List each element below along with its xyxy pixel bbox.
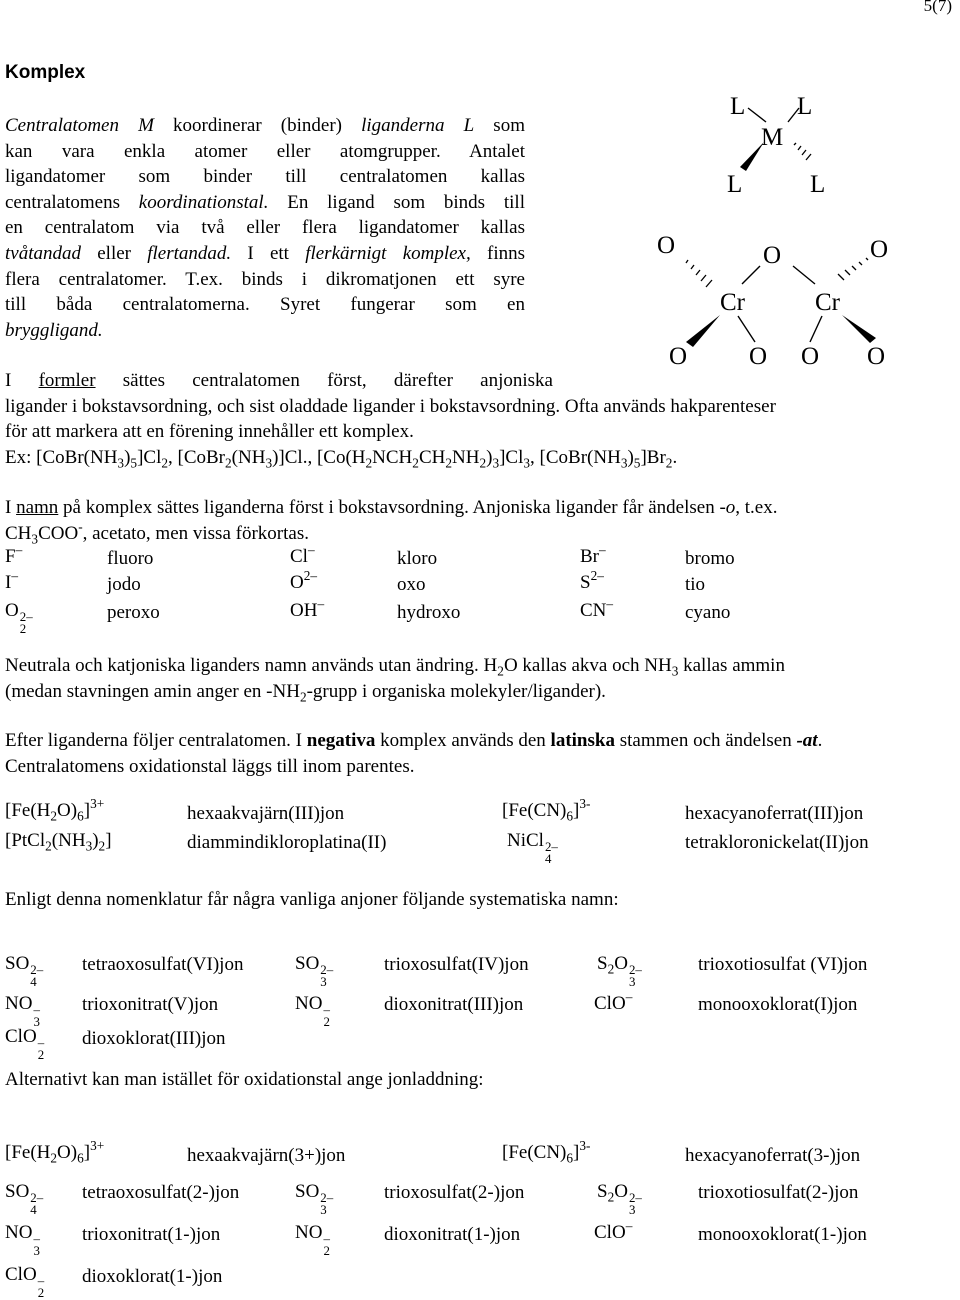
ml4-structure	[700, 82, 860, 202]
name-line-2: $CH_3COO^-$, acetato, men vissa förkortas.	[5, 518, 309, 547]
anion-formula: NO – 2	[295, 993, 330, 1029]
oxygen-label: O	[801, 343, 820, 370]
ligand-name: jodo	[107, 574, 141, 595]
example-formula: $[Fe(CN)_6]^{3-}$	[502, 796, 591, 824]
centralatom-line-1: Efter liganderna följer centralatomen. I negativa komplex används den latinska stammen och ändelsen -at.	[5, 730, 823, 751]
alt-intro: Alternativt kan man istället för oxidationstal ange jonladdning:	[5, 1069, 484, 1090]
intro-line-4: centralatomens koordinationstal. En ligand som binds till	[5, 191, 525, 213]
example-name: hexaakvajärn(III)jon	[187, 803, 345, 824]
bridge-oxygen-label: O	[763, 242, 782, 269]
anion-formula: ClO – 2	[5, 1026, 45, 1062]
example-name: hexaakvajärn(3+)jon	[187, 1145, 346, 1166]
example-formula: $[Fe(CN)_6]^{3-}$	[502, 1138, 591, 1166]
ligand-name: tio	[685, 574, 706, 595]
formula-paragraph	[5, 368, 955, 470]
example-name: diammindikloroplatina(II)	[187, 832, 387, 853]
ligand-label: L	[730, 93, 746, 120]
oxygen-label: O	[870, 236, 889, 263]
centralatom-paragraph	[5, 728, 960, 779]
anion-name: dioxonitrat(1-)jon	[384, 1224, 521, 1245]
wedge-bond	[842, 315, 876, 343]
intro-line-6: tvåtandad eller flertandad. I ett flerkärnigt komplex, finns	[5, 242, 525, 264]
anion-name: dioxonitrat(III)jon	[384, 994, 524, 1015]
anion-name: monooxoklorat(1-)jon	[698, 1224, 867, 1245]
anion-formula: ClO–	[594, 1218, 633, 1243]
anion-formula: NO – 3	[5, 993, 40, 1029]
anion-formula: $S_2O$ 2– 3	[597, 1181, 642, 1217]
ligand-formula: O 2– 2	[5, 600, 33, 636]
anion-formula: ClO–	[594, 989, 633, 1014]
ligand-name: fluoro	[107, 548, 154, 569]
ligand-formula: F–	[5, 542, 23, 567]
ligand-name: oxo	[397, 574, 426, 595]
wedge-bond	[740, 142, 764, 171]
hashed-bond	[686, 260, 712, 287]
intro-line-1: Centralatomen M koordinerar (binder) liganderna L som	[5, 115, 525, 136]
anion-formula: SO 2– 3	[295, 1181, 334, 1217]
anion-formula: NO – 3	[5, 1222, 40, 1258]
oxygen-label: O	[867, 343, 886, 370]
ligand-name: kloro	[397, 548, 438, 569]
anion-name: dioxoklorat(1-)jon	[82, 1266, 223, 1287]
section-title: Komplex	[5, 62, 86, 83]
anion-name: trioxotiosulfat (VI)jon	[698, 954, 868, 975]
formula-examples: Ex: $[CoBr(NH_3)_5]Cl_2$, $[CoBr_2(NH_3)]Cl$., $[Co(H_2NCH_2CH_2NH_2)_3]Cl_3$, $[CoBr(NH_3)_5]Br_2$.	[5, 446, 678, 471]
anion-name: tetraoxosulfat(VI)jon	[82, 954, 244, 975]
ligand-formula: $S^{2-}$	[580, 568, 604, 593]
intro-line-8: till båda centralatomerna. Syret fungerar som en	[5, 294, 525, 316]
ligand-formula: $O^{2-}$	[290, 568, 318, 593]
anion-name: monooxoklorat(I)jon	[698, 994, 858, 1015]
example-name: hexacyanoferrat(III)jon	[685, 803, 864, 824]
wedge-bond	[686, 315, 720, 347]
anion-name: trioxosulfat(2-)jon	[384, 1182, 525, 1203]
hashed-bond	[838, 258, 868, 280]
anion-name: trioxonitrat(1-)jon	[82, 1224, 221, 1245]
neutral-line-1: Neutrala och katjoniska liganders namn används utan ändring. $H_2O$ kallas akva och $NH_3$ kallas ammin	[5, 655, 785, 679]
formula-line-2: ligander i bokstavsordning, och sist oladdade ligander i bokstavsordning. Ofta används hakparenteser	[5, 395, 776, 417]
ligand-label: L	[797, 93, 813, 120]
ligand-name: peroxo	[107, 602, 160, 623]
bond-line	[793, 266, 815, 284]
hashed-bond	[794, 143, 811, 160]
ligand-formula: Cl–	[290, 542, 315, 567]
example-name: tetrakloronickelat(II)jon	[685, 832, 869, 853]
oxygen-label: O	[749, 343, 768, 370]
intro-line-7: flera centralatomer. T.ex. binds i dikromatjonen ett syre	[5, 268, 525, 290]
page-number: 5(7)	[923, 0, 952, 15]
formula-line-1: I formler sättes centralatomen först, därefter anjoniska	[5, 370, 553, 391]
anion-name: trioxosulfat(IV)jon	[384, 954, 529, 975]
example-formula: NiCl 2– 4	[507, 830, 558, 866]
example-formula: $[Fe(H_2O)_6]^{3+}$	[5, 796, 105, 824]
ligand-formula: CN–	[580, 596, 614, 621]
ligand-label: L	[810, 171, 826, 198]
bond-line	[742, 266, 760, 284]
intro-paragraph	[5, 113, 525, 343]
ligand-formula: I–	[5, 568, 18, 593]
anion-formula: SO 2– 4	[5, 953, 44, 989]
anion-name: trioxonitrat(V)jon	[82, 994, 219, 1015]
anion-formula: SO 2– 3	[295, 953, 334, 989]
intro-line-2: kan vara enkla atomer eller atomgrupper. Antalet	[5, 140, 525, 162]
oxygen-label: O	[657, 232, 676, 259]
anion-name: trioxotiosulfat(2-)jon	[698, 1182, 859, 1203]
chromium-label: Cr	[720, 289, 745, 316]
name-line-1: I namn på komplex sättes liganderna först i bokstavsordning. Anjoniska ligander får ändelsen -o, t.ex.	[5, 497, 778, 518]
bond-line	[810, 316, 822, 342]
intro-line-5: en centralatom via två eller flera ligandatomer kallas	[5, 217, 525, 239]
bond-line	[748, 108, 766, 122]
ligand-name: bromo	[685, 548, 735, 569]
formula-line-3: för att markera att en förening innehåller ett komplex.	[5, 421, 414, 443]
anion-formula: $S_2O$ 2– 3	[597, 953, 642, 989]
namn-link: namn	[16, 497, 59, 518]
intro-line-3: ligandatomer som binder till centralatomen kallas	[5, 166, 525, 188]
name-paragraph	[5, 495, 955, 546]
neutral-paragraph	[5, 653, 955, 704]
intro-line-9: bryggligand.	[5, 319, 103, 341]
dichromate-structure	[650, 222, 900, 372]
anion-name: tetraoxosulfat(2-)jon	[82, 1182, 240, 1203]
central-atom-label: M	[761, 124, 784, 151]
ligand-name: cyano	[685, 602, 731, 623]
ligand-formula: Br–	[580, 542, 606, 567]
anion-intro: Enligt denna nomenklatur får några vanliga anjoner följande systematiska namn:	[5, 889, 619, 910]
anion-name: dioxoklorat(III)jon	[82, 1028, 226, 1049]
ligand-formula: OH–	[290, 596, 325, 621]
centralatom-line-2: Centralatomens oxidationstal läggs till inom parentes.	[5, 755, 415, 777]
ligand-label: L	[727, 171, 743, 198]
example-name: hexacyanoferrat(3-)jon	[685, 1145, 861, 1166]
example-formula: $[PtCl_2(NH_3)_2]$	[5, 830, 112, 854]
anion-formula: ClO – 2	[5, 1264, 45, 1300]
chromium-label: Cr	[815, 289, 840, 316]
neutral-line-2: (medan stavningen amin anger en $-NH_2$-grupp i organiska molekyler/ligander).	[5, 680, 606, 705]
oxygen-label: O	[669, 343, 688, 370]
anion-formula: NO – 2	[295, 1222, 330, 1258]
formler-link: formler	[38, 370, 96, 391]
ligand-name: hydroxo	[397, 602, 461, 623]
example-formula: $[Fe(H_2O)_6]^{3+}$	[5, 1138, 105, 1166]
bond-line	[738, 316, 755, 342]
anion-formula: SO 2– 4	[5, 1181, 44, 1217]
